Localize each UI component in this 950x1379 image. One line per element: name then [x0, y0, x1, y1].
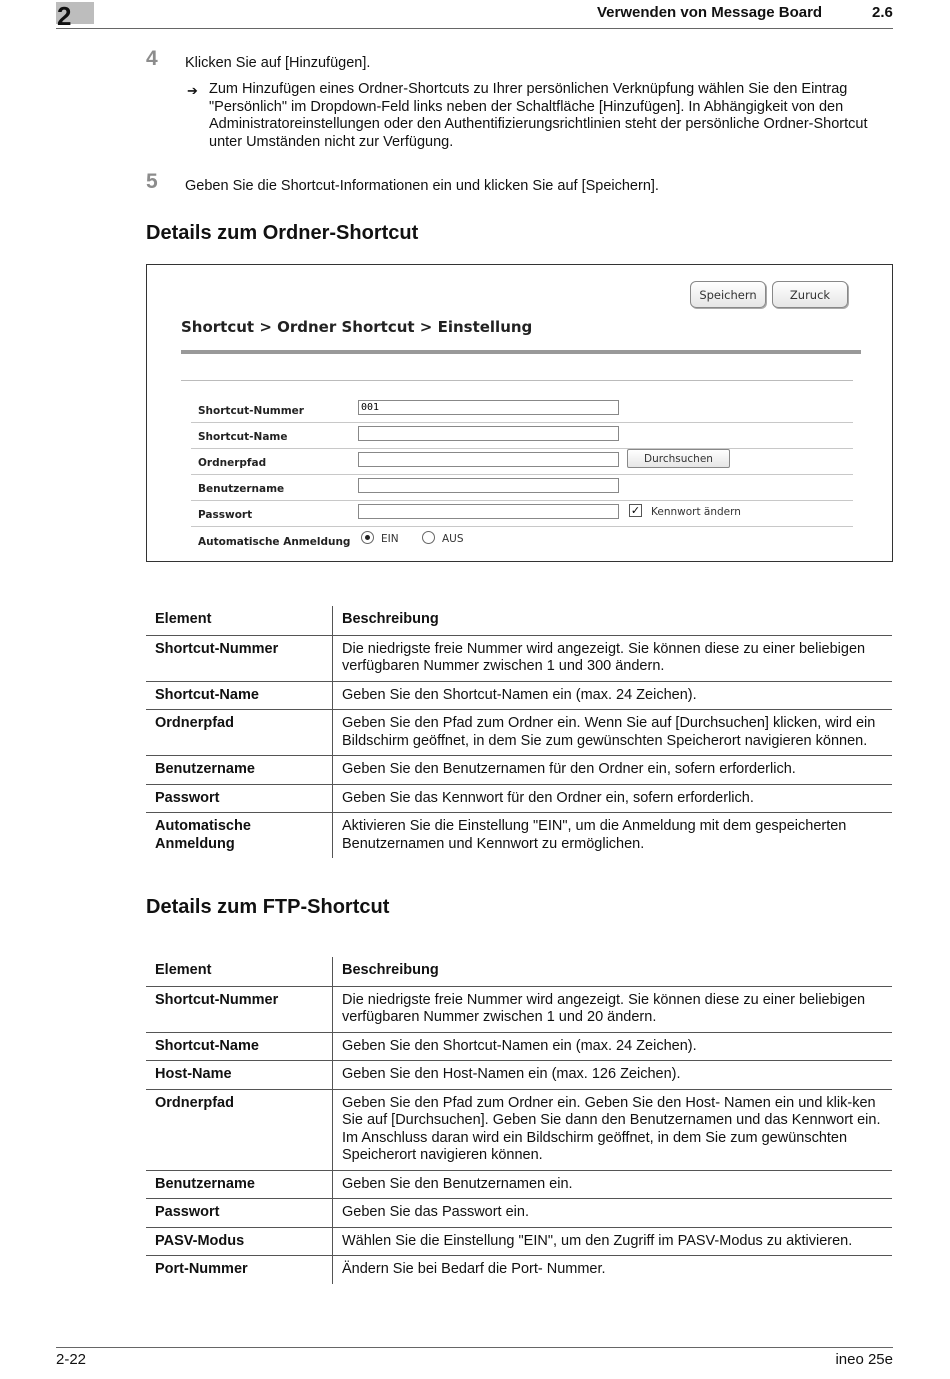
row-description: Die niedrigste freie Nummer wird angezeigt. Sie können diese zu einer beliebigen verfügbaren Nummer zwischen 1 und 20 ändern.: [342, 991, 866, 1025]
row-description: Geben Sie den Benutzernamen für den Ordner ein, sofern erforderlich.: [342, 761, 796, 777]
row-element: Shortcut-Name: [146, 681, 333, 710]
auto-login-on-label: EIN: [381, 533, 399, 545]
row-element: Port-Nummer: [146, 1256, 333, 1284]
footer-page-number: 2-22: [56, 1351, 87, 1368]
header-rule: [56, 28, 893, 29]
row-element: Passwort: [146, 784, 333, 813]
step-4-note: Zum Hinzufügen eines Ordner-Shortcuts zu Ihrer persönlichen Verknüpfung wählen Sie den Eintrag "Persönlich" im Dropdown-Feld links neben der Schaltfläche [Hinzufügen]. In Abhängigkeit von den Administratoreinstellungen oder den Authentifizierungsrichtlinien steht der persönliche Ordner-Shortcut unter Umständen nicht zur Verfügung.: [209, 81, 868, 150]
ui-title-bar: [181, 350, 861, 354]
ui-breadcrumb-title: Shortcut > Ordner Shortcut > Einstellung: [181, 318, 533, 336]
row-description: Geben Sie den Pfad zum Ordner ein. Wenn Sie auf [Durchsuchen] klicken, wird ein Bildschirm geöffnet, in dem Sie zum gewünschten Speicherort navigieren können.: [342, 715, 876, 749]
note-arrow-icon: ➔: [187, 83, 198, 98]
row-description: Wählen Sie die Einstellung "EIN", um den Zugriff im PASV-Modus zu aktivieren.: [342, 1232, 853, 1249]
row-description: Geben Sie das Kennwort für den Ordner ein, sofern erforderlich.: [342, 789, 754, 806]
row-description: Geben Sie das Passwort ein.: [342, 1204, 529, 1220]
footer-rule: [56, 1347, 893, 1348]
row-folder-path: [191, 448, 853, 475]
header-title: Verwenden von Message Board: [597, 4, 823, 21]
auto-login-off-label: AUS: [442, 533, 464, 545]
footer-product: ineo 25e: [835, 1351, 893, 1368]
row-element: Ordnerpfad: [146, 710, 333, 756]
table-row: [146, 1199, 892, 1228]
row-password: [191, 500, 853, 527]
row-auto-login: [191, 527, 853, 553]
row-element: Automatische Anmeldung: [146, 813, 333, 859]
table-row: [146, 1089, 892, 1170]
label-shortcut-name: Shortcut-Name: [198, 431, 288, 443]
row-description: Geben Sie den Pfad zum Ordner ein. Geben Sie den Host- Namen ein und klik-ken Sie auf [Durchsuchen]. Geben Sie dann den Benutzernamen und das Kennwort ein. Im Anschluss daran wird ein Bildschirm geöffnet, in dem Sie zum gewünschten Speicherort navigieren können.: [342, 1094, 881, 1163]
row-shortcut-number: [191, 396, 853, 423]
table-row: [146, 986, 892, 1032]
step-4-number: 4: [146, 47, 158, 70]
table-row: [146, 710, 892, 756]
section-title-ftp: Details zum FTP-Shortcut: [146, 896, 390, 918]
header-element: Element: [146, 957, 333, 986]
row-description: Geben Sie den Shortcut-Namen ein (max. 24 Zeichen).: [342, 1037, 697, 1054]
change-password-checkbox[interactable]: ✓: [630, 504, 641, 517]
table-row: [146, 756, 892, 785]
label-password: Passwort: [198, 509, 253, 521]
row-element: Benutzername: [146, 1170, 333, 1199]
ui-divider: [181, 380, 853, 381]
header-element: Element: [146, 606, 333, 635]
step-4-text: Klicken Sie auf [Hinzufügen].: [185, 55, 371, 71]
step-5-text: Geben Sie die Shortcut-Informationen ein und klicken Sie auf [Speichern].: [185, 178, 659, 194]
row-element: Passwort: [146, 1199, 333, 1228]
table-row: [146, 1032, 892, 1061]
label-shortcut-number: Shortcut-Nummer: [198, 405, 304, 417]
row-element: Shortcut-Nummer: [146, 635, 333, 681]
row-description: Aktivieren Sie die Einstellung "EIN", um die Anmeldung mit dem gespeicherten Benutzernamen und Kennwort zu ermöglichen.: [342, 818, 847, 852]
step-5-number: 5: [146, 170, 158, 193]
row-description: Geben Sie den Host-Namen ein (max. 126 Zeichen).: [342, 1066, 681, 1082]
back-button[interactable]: Zuruck: [772, 281, 848, 308]
chapter-number: 2: [57, 1, 72, 31]
row-description: Geben Sie den Benutzernamen ein.: [342, 1175, 573, 1192]
label-auto-login: Automatische Anmeldung: [198, 536, 351, 548]
row-shortcut-name: [191, 422, 853, 449]
header-section: 2.6: [872, 4, 893, 21]
row-element: Benutzername: [146, 756, 333, 785]
label-user-name: Benutzername: [198, 483, 285, 495]
table-header-row: [146, 606, 892, 635]
row-element: Ordnerpfad: [146, 1089, 333, 1170]
auto-login-on-radio[interactable]: [361, 531, 374, 544]
folder-shortcut-table: [146, 606, 892, 858]
table-row: [146, 784, 892, 813]
auto-login-off-radio[interactable]: [422, 531, 435, 544]
row-element: Shortcut-Name: [146, 1032, 333, 1061]
row-description: Ändern Sie bei Bedarf die Port- Nummer.: [342, 1261, 606, 1277]
ftp-shortcut-table: [146, 957, 892, 1284]
table-row: [146, 1227, 892, 1256]
header-description: Beschreibung: [342, 611, 439, 627]
table-row: [146, 1061, 892, 1090]
change-password-label: Kennwort ändern: [651, 506, 741, 518]
table-row: [146, 1256, 892, 1284]
row-element: PASV-Modus: [146, 1227, 333, 1256]
browse-button[interactable]: Durchsuchen: [627, 449, 730, 468]
table-row: [146, 813, 892, 859]
label-folder-path: Ordnerpfad: [198, 457, 267, 469]
shortcut-name-input[interactable]: [358, 426, 619, 441]
row-element: Host-Name: [146, 1061, 333, 1090]
row-user-name: [191, 474, 853, 501]
folder-path-input[interactable]: [358, 452, 619, 467]
row-element: Shortcut-Nummer: [146, 986, 333, 1032]
table-row: [146, 1170, 892, 1199]
password-input[interactable]: [358, 504, 619, 519]
shortcut-number-input[interactable]: [358, 400, 619, 415]
folder-shortcut-screenshot: [146, 264, 893, 562]
table-header-row: [146, 957, 892, 986]
table-row: [146, 635, 892, 681]
section-title-folder: Details zum Ordner-Shortcut: [146, 222, 419, 244]
user-name-input[interactable]: [358, 478, 619, 493]
row-description: Die niedrigste freie Nummer wird angezeigt. Sie können diese zu einer beliebigen verfügbaren Nummer zwischen 1 und 300 ändern.: [342, 640, 866, 674]
header-description: Beschreibung: [342, 962, 439, 978]
row-description: Geben Sie den Shortcut-Namen ein (max. 24 Zeichen).: [342, 686, 697, 703]
save-button[interactable]: Speichern: [690, 281, 766, 308]
table-row: [146, 681, 892, 710]
